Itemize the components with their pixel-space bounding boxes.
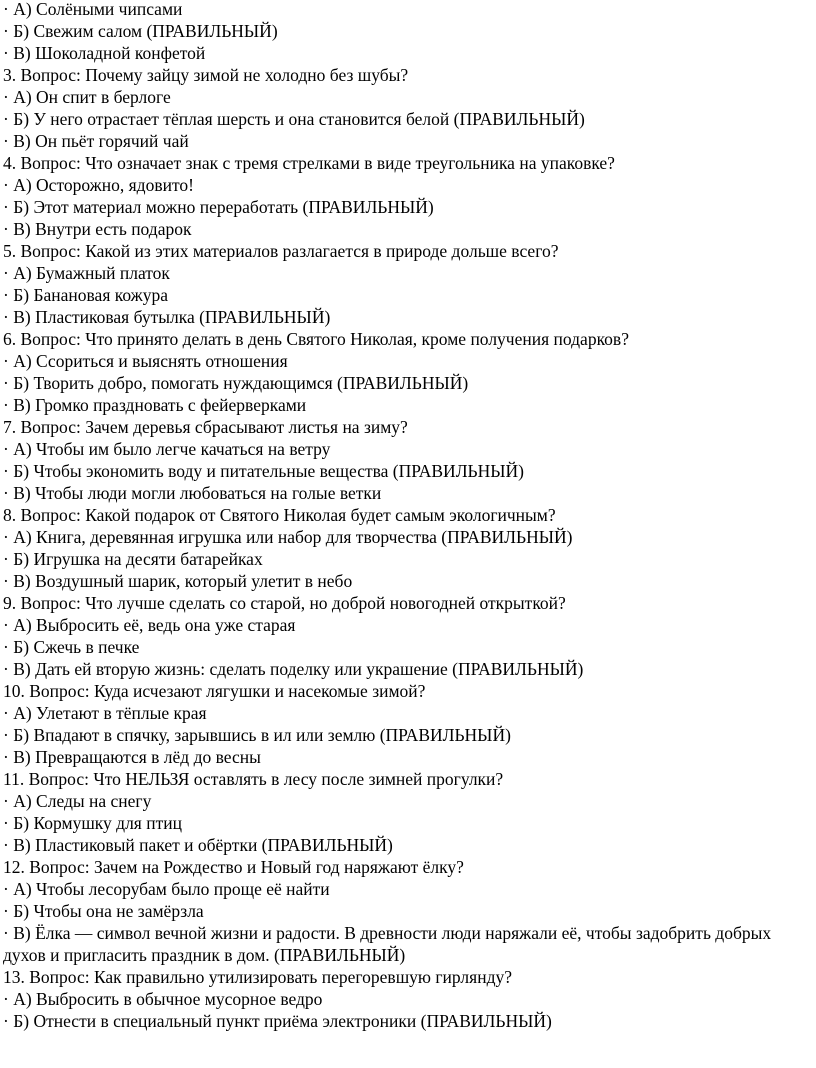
answer-option: · В) Пластиковая бутылка (ПРАВИЛЬНЫЙ) [3,307,331,327]
answer-option: · Б) Чтобы экономить воду и питательные вещества (ПРАВИЛЬНЫЙ) [3,461,524,481]
quiz-text [3,0,803,1032]
answer-option: · А) Книга, деревянная игрушка или набор для творчества (ПРАВИЛЬНЫЙ) [3,527,573,547]
question-heading: 11. Вопрос: Что НЕЛЬЗЯ оставлять в лесу после зимней прогулки? [3,769,504,789]
answer-option: · Б) Чтобы она не замёрзла [3,901,204,921]
question-heading: 5. Вопрос: Какой из этих материалов разлагается в природе дольше всего? [3,241,559,261]
question-heading: 6. Вопрос: Что принято делать в день Святого Николая, кроме получения подарков? [3,329,629,349]
answer-option: · Б) У него отрастает тёплая шерсть и она становится белой (ПРАВИЛЬНЫЙ) [3,109,585,129]
answer-option: · В) Громко праздновать с фейерверками [3,395,307,415]
answer-option: · В) Воздушный шарик, который улетит в небо [3,571,353,591]
answer-option: · В) Пластиковый пакет и обёртки (ПРАВИЛЬНЫЙ) [3,835,393,855]
answer-option: · А) Чтобы им было легче качаться на ветру [3,439,331,459]
answer-option: · А) Солёными чипсами [3,0,183,19]
answer-option: · В) Чтобы люди могли любоваться на голые ветки [3,483,382,503]
answer-option: · А) Следы на снегу [3,791,152,811]
question-heading: 3. Вопрос: Почему зайцу зимой не холодно без шубы? [3,65,409,85]
answer-option: · В) Дать ей вторую жизнь: сделать поделку или украшение (ПРАВИЛЬНЫЙ) [3,659,584,679]
question-heading: 10. Вопрос: Куда исчезают лягушки и насекомые зимой? [3,681,426,701]
answer-option: · А) Ссориться и выяснять отношения [3,351,288,371]
answer-option: · А) Чтобы лесорубам было проще её найти [3,879,330,899]
answer-option: · В) Внутри есть подарок [3,219,192,239]
answer-option: · А) Выбросить в обычное мусорное ведро [3,989,323,1009]
answer-option: · В) Он пьёт горячий чай [3,131,189,151]
answer-option: · Б) Отнести в специальный пункт приёма электроники (ПРАВИЛЬНЫЙ) [3,1011,552,1031]
answer-option: · Б) Свежим салом (ПРАВИЛЬНЫЙ) [3,21,278,41]
answer-option: · Б) Творить добро, помогать нуждающимся (ПРАВИЛЬНЫЙ) [3,373,469,393]
answer-option: · А) Он спит в берлоге [3,87,171,107]
answer-option: · Б) Этот материал можно переработать (ПРАВИЛЬНЫЙ) [3,197,434,217]
question-heading: 7. Вопрос: Зачем деревья сбрасывают листья на зиму? [3,417,408,437]
answer-option: · В) Превращаются в лёд до весны [3,747,261,767]
answer-option: · А) Улетают в тёплые края [3,703,207,723]
answer-option: · А) Выбросить её, ведь она уже старая [3,615,296,635]
answer-option: · Б) Кормушку для птиц [3,813,182,833]
question-heading: 9. Вопрос: Что лучше сделать со старой, но доброй новогодней открыткой? [3,593,566,613]
question-heading: 8. Вопрос: Какой подарок от Святого Николая будет самым экологичным? [3,505,556,525]
answer-option: · В) Шоколадной конфетой [3,43,206,63]
answer-option: · А) Осторожно, ядовито! [3,175,194,195]
answer-option: · А) Бумажный платок [3,263,170,283]
answer-option: · Б) Банановая кожура [3,285,169,305]
answer-option: · Б) Впадают в спячку, зарывшись в ил или землю (ПРАВИЛЬНЫЙ) [3,725,511,745]
answer-option: · В) Ёлка — символ вечной жизни и радости. В древности люди наряжали её, чтобы задобрить добрых духов и пригласить праздник в дом. (ПРАВИЛЬНЫЙ) [3,923,772,965]
question-heading: 4. Вопрос: Что означает знак с тремя стрелками в виде треугольника на упаковке? [3,153,615,173]
question-heading: 13. Вопрос: Как правильно утилизировать перегоревшую гирлянду? [3,967,512,987]
question-heading: 12. Вопрос: Зачем на Рождество и Новый год наряжают ёлку? [3,857,464,877]
answer-option: · Б) Сжечь в печке [3,637,140,657]
answer-option: · Б) Игрушка на десяти батарейках [3,549,263,569]
